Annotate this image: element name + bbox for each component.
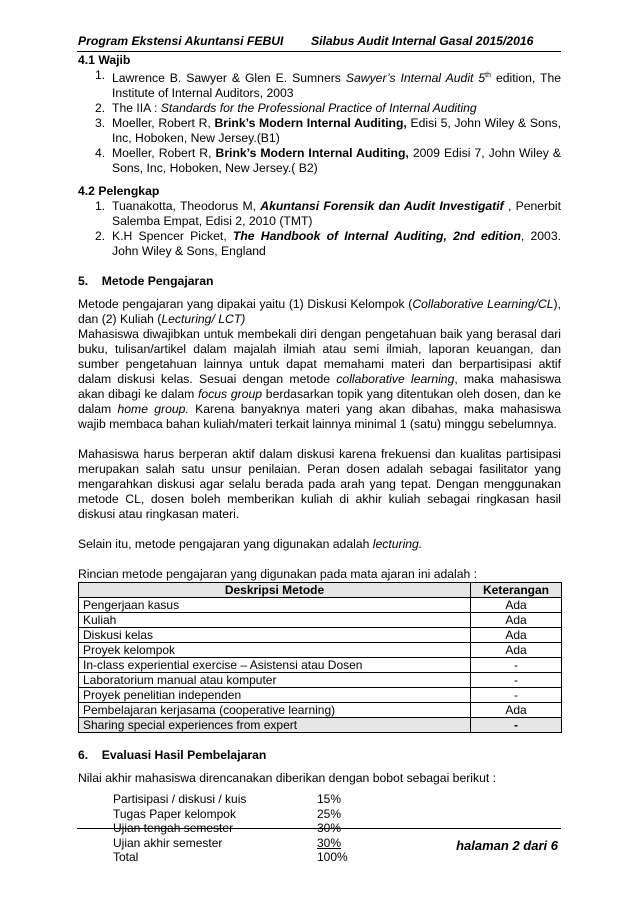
table-row: Pengerjaan kasus Ada [79, 598, 562, 613]
page-number: halaman 2 dari 6 [456, 838, 558, 853]
metode-paragraph-3: Mahasiswa harus berperan aktif dalam diskusi karena frekuensi dan kualitas partisipasi merupakan salah satu unsur penilaian. Peran dosen adalah sebagai fasilitator yang mengarahkan diskusi agar selalu berada pada arah yang tepat. Dengan menggunakan metode CL, dosen boleh memberikan kuliah di akhir kuliah sebagai ringkasan hasil diskusi atau ringkasan materi. [78, 447, 561, 522]
metode-paragraph-1: Metode pengajaran yang dipakai yaitu (1) Diskusi Kelompok (Collaborative Learning/CL), dan (2) Kuliah (Lecturing/ LCT) [78, 297, 561, 327]
table-row: Diskusi kelas Ada [79, 628, 562, 643]
weight-row: Ujian akhir semester 30% [113, 835, 342, 850]
list-item: 4. Moeller, Robert R, Brink’s Modern Internal Auditing, 2009 Edisi 7, John Wiley & Sons, Inc, Hoboken, New Jersey.( B2) [95, 146, 561, 176]
list-item: 1. Lawrence B. Sawyer & Glen E. Sumners Sawyer’s Internal Audit 5th edition, The Institute of Internal Auditors, 2003 [95, 68, 562, 101]
column-header: Deskripsi Metode [79, 583, 471, 598]
section-title-metode: 5. Metode Pengajaran [78, 274, 214, 289]
list-item: 3. Moeller, Robert R, Brink’s Modern Internal Auditing, Edisi 5, John Wiley & Sons, Inc, Hoboken, New Jersey.(B1) [95, 116, 561, 146]
table-header-row [79, 583, 562, 598]
weight-row: Ujian tengah semester 30% [113, 821, 342, 836]
list-item: 2. The IIA : Standards for the Professional Practice of Internal Auditing [95, 101, 477, 116]
header-program: Program Ekstensi Akuntansi FEBUI [78, 34, 284, 48]
table-row: In-class experiential exercise – Asistensi atau Dosen - [79, 658, 562, 673]
column-header: Keterangan [471, 583, 562, 598]
list-item: 1. Tuanakotta, Theodorus M, Akuntansi Forensik dan Audit Investigatif , Penerbit Salemba Empat, Edisi 2, 2010 (TMT) [95, 199, 561, 229]
header-syllabus: Silabus Audit Internal Gasal 2015/2016 [311, 34, 534, 48]
table-row: Kuliah Ada [79, 613, 562, 628]
evaluasi-intro: Nilai akhir mahasiswa direncanakan diberikan dengan bobot sebagai berikut : [78, 771, 497, 786]
table-row: Pembelajaran kerjasama (cooperative learning) Ada [79, 703, 562, 718]
table-row: Proyek kelompok Ada [79, 643, 562, 658]
header-rule [77, 51, 561, 52]
table-row: Proyek penelitian independen - [79, 688, 562, 703]
weight-row: Partisipasi / diskusi / kuis 15% [113, 792, 342, 807]
metode-paragraph-5: Rincian metode pengajaran yang digunakan pada mata ajaran ini adalah : [78, 567, 478, 582]
list-item: 2. K.H Spencer Picket, The Handbook of Internal Auditing, 2nd edition, 2003. John Wiley & Sons, England [95, 229, 561, 259]
table-row: Laboratorium manual atau komputer - [79, 673, 562, 688]
methods-table [78, 582, 562, 733]
pelengkap-list [78, 199, 561, 259]
metode-paragraph-2: Mahasiswa diwajibkan untuk membekali diri dengan pengetahuan baik yang berasal dari buku, tulisan/artikel dalam majalah ilmiah atau semi ilmiah, laporan keuangan, dan sumber pengetahuan lainnya untuk dapat memahami materi dan berpartisipasi aktif dalam diskusi kelas. Sesuai dengan metode collaborative learning, maka mahasiswa akan dibagi ke dalam focus group berdasarkan topik yang ditentukan oleh dosen, dan ke dalam home group. Karena banyaknya materi yang akan dibahas, maka mahasiswa wajib membaca bahan kuliah/materi terkait lainnya minimal 1 (satu) minggu sebelumnya. [78, 327, 561, 432]
metode-paragraph-4: Selain itu, metode pengajaran yang digunakan adalah lecturing. [78, 537, 423, 552]
section-title-evaluasi: 6. Evaluasi Hasil Pembelajaran [78, 748, 267, 763]
section-title-wajib: 4.1 Wajib [78, 53, 131, 67]
table-row: Sharing special experiences from expert - [79, 718, 562, 733]
section-title-pelengkap: 4.2 Pelengkap [78, 184, 160, 199]
weight-row: Tugas Paper kelompok 25% [113, 806, 342, 821]
wajib-list [78, 68, 561, 176]
page-content [78, 53, 561, 865]
footer-rule [77, 828, 561, 829]
weight-row-total: Total 100% [113, 850, 348, 865]
